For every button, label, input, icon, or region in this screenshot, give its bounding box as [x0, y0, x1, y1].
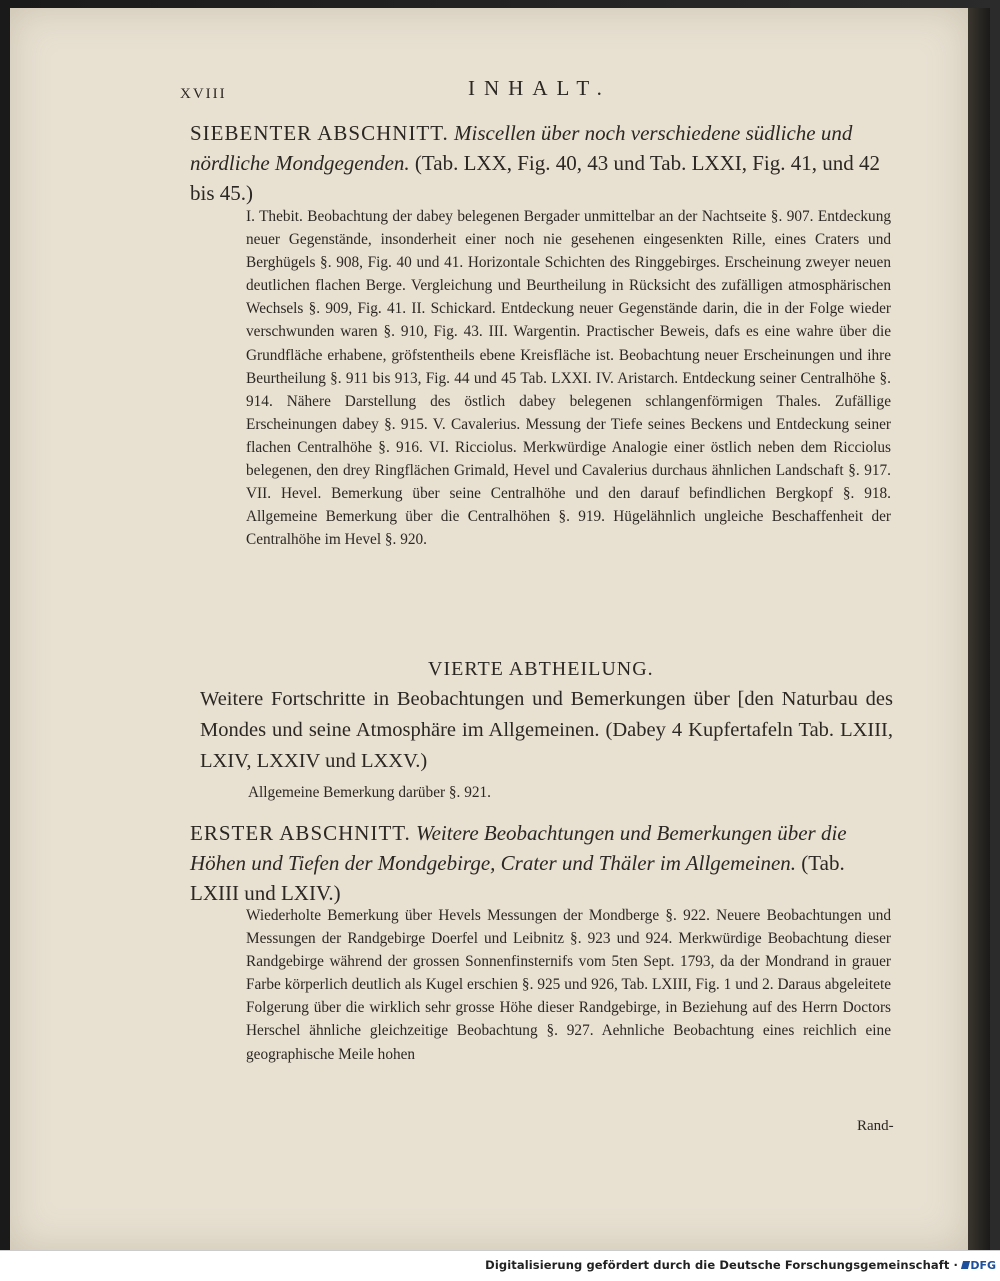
section-contents-erster — [246, 904, 891, 1066]
book-edge — [968, 8, 990, 1250]
dfg-logo-icon — [962, 1257, 996, 1273]
part-note: Allgemeine Bemerkung darüber §. 921. — [248, 784, 491, 801]
funding-credit: Digitalisierung gefördert durch die Deutsche Forschungsgemeinschaft · — [485, 1258, 958, 1272]
part-heading: VIERTE ABTHEILUNG. — [428, 658, 654, 680]
part-description: Weitere Fortschritte in Beobachtungen und Bemerkungen über [den Naturbau des Mondes und seine Atmosphäre im Allgemeinen. (Dabey 4 Kupfertafeln Tab. LXIII, LXIV, LXXIV und LXXV.) — [200, 688, 893, 772]
section-title: Weitere Beobachtungen und Bemerkungen über die Höhen und Tiefen der Mondgebirge, Crater und Thäler im Allgemeinen. — [190, 821, 847, 875]
contents-paragraph: Wiederholte Bemerkung über Hevels Messungen der Mondberge §. 922. Neuere Beobachtungen und Messungen der Randgebirge Doerfel und Leibnitz §. 923 und 924. Merkwürdige Beobachtung dieser Randgebirge während der grossen Sonnenfinsternifs vom 5ten Sept. 1793, da der Mondrand in grauer Farbe körperlich deutlich als Kugel erschien §. 925 und 926, Tab. LXIII, Fig. 1 und 2. Daraus abgeleitete Folgerung über die wirklich sehr grosse Höhe dieser Randgebirge, in Beziehung auf des Herrn Doctors Herschel ähnliche gleichzeitige Beobachtung §. 927. Aehnliche Beobachtung eines reichlich eine geographische Meile hohen — [246, 907, 891, 1063]
page-number: XVIII — [180, 86, 227, 102]
section-title: Miscellen über noch verschiedene südliche und nördliche Mondgegenden. — [190, 121, 853, 175]
section-label: ERSTER ABSCHNITT. — [190, 821, 411, 845]
section-plates: (Tab. LXX, Fig. 40, 43 und Tab. LXXI, Fig. 41, und 42 bis 45.) — [190, 151, 880, 205]
section-contents-siebenter — [246, 205, 891, 551]
footer-bar — [0, 1250, 1000, 1281]
section-heading-siebenter — [190, 118, 890, 208]
contents-paragraph: I. Thebit. Beobachtung der dabey belegenen Bergader unmittelbar an der Nachtseite §. 907. Entdeckung neuer Gegenstände, insonderheit einer noch nie gesehenen eingesenkten Rille, eines Craters und Berghügels §. 908, Fig. 40 und 41. Horizontale Schichten des Ringgebirges. Erscheinung zweyer neuen deutlichen flachen Berge. Vergleichung und Beurtheilung in Rücksicht des zufälligen atmosphärischen Wechsels §. 909, Fig. 41. II. Schickard. Entdeckung neuer Gegenstände darin, die in der Folge wieder verschwunden waren §. 910, Fig. 43. III. Wargentin. Practischer Beweis, dafs es eine wahre über die Grundfläche erhabene, gröfstentheils ebene Kreisfläche ist. Beobachtung neuer Erscheinungen und ihre Beurtheilung §. 911 bis 913, Fig. 44 und 45 Tab. LXXI. IV. Aristarch. Entdeckung seiner Centralhöhe §. 914. Nähere Darstellung des östlich dabey belegenen schlangenförmigen Thales. Zufällige Erscheinungen dabey §. 915. V. Cavalerius. Messung der Tiefe seines Beckens und Entdeckung seiner flachen Centralhöhe §. 916. VI. Ricciolus. Merkwürdige Analogie einer östlich neben dem Ricciolus belegenen, den drey Ringflächen Grimald, Hevel und Cavalerius durchaus ähnlichen Landschaft §. 917. VII. Hevel. Bemerkung über seine Centralhöhe und den darauf befindlichen Bergkopf §. 918. Allgemeine Bemerkung über die Centralhöhen §. 919. Hügelähnlich ungleiche Beschaffenheit der Centralhöhe im Hevel §. 920. — [246, 208, 891, 549]
page-title: INHALT. — [468, 76, 611, 100]
section-label: SIEBENTER ABSCHNITT. — [190, 121, 449, 145]
section-plates: (Tab. LXIII und LXIV.) — [190, 851, 845, 905]
logo-mark — [961, 1261, 970, 1269]
section-heading-erster — [190, 818, 890, 908]
logo-text: DFG — [970, 1258, 996, 1272]
catchword: Rand- — [857, 1118, 894, 1134]
